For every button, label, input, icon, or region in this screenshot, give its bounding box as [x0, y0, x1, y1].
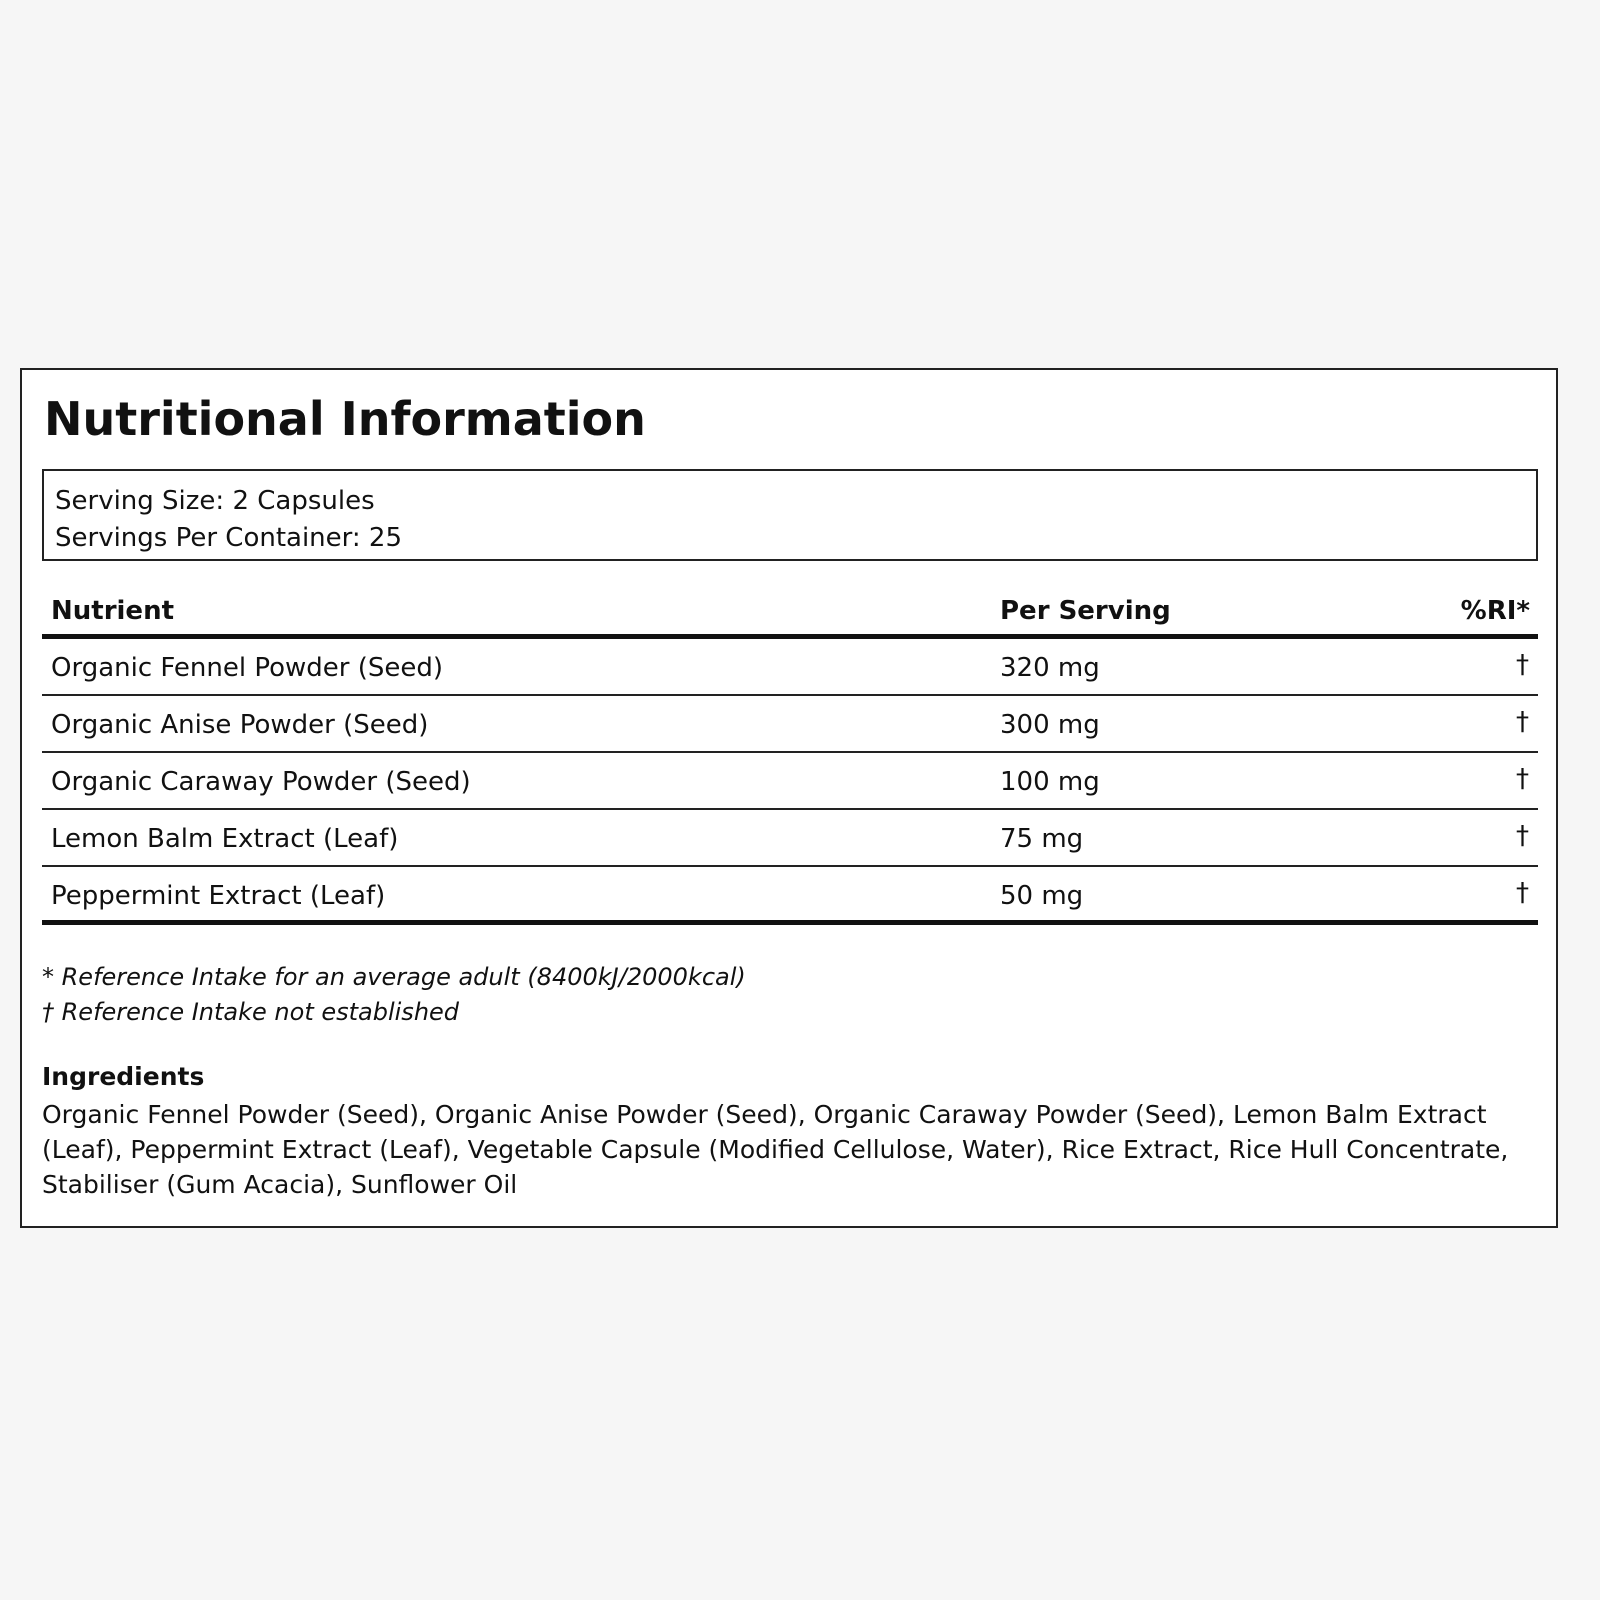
nutrient-ri: †	[1516, 878, 1529, 908]
column-header-ri: %RI*	[1460, 596, 1530, 626]
nutrient-name: Organic Fennel Powder (Seed)	[51, 653, 444, 683]
nutrient-name: Lemon Balm Extract (Leaf)	[51, 824, 399, 854]
nutrient-amount: 50 mg	[1000, 881, 1084, 911]
nutrient-ri: †	[1516, 821, 1529, 851]
nutrient-amount: 320 mg	[1000, 653, 1100, 683]
nutrient-ri: †	[1516, 707, 1529, 737]
nutrient-amount: 75 mg	[1000, 824, 1084, 854]
nutrient-table	[42, 582, 1538, 925]
footnote-not-established: † Reference Intake not established	[42, 998, 460, 1026]
nutrient-ri: †	[1516, 764, 1529, 794]
ingredients-heading: Ingredients	[42, 1062, 205, 1091]
table-body	[42, 639, 1538, 925]
table-row	[42, 696, 1538, 753]
nutrient-name: Organic Anise Powder (Seed)	[51, 710, 429, 740]
ingredients-list: Organic Fennel Powder (Seed), Organic Anise Powder (Seed), Organic Caraway Powder (Seed), Lemon Balm Extract (Leaf), Peppermint Extract (Leaf), Vegetable Capsule (Modified Cellulose, Water), Rice Extract, Rice Hull Concentrate, Stabiliser (Gum Acacia), Sunflower Oil	[42, 1100, 1509, 1199]
footnote-reference-intake: * Reference Intake for an average adult (8400kJ/2000kcal)	[42, 963, 746, 991]
serving-size: Serving Size: 2 Capsules	[55, 486, 375, 516]
nutrient-ri: †	[1516, 650, 1529, 680]
nutrient-amount: 100 mg	[1000, 767, 1100, 797]
table-row	[42, 810, 1538, 867]
column-header-nutrient: Nutrient	[51, 596, 175, 626]
column-header-per-serving: Per Serving	[1000, 596, 1171, 626]
table-header	[42, 582, 1538, 639]
nutrient-name: Organic Caraway Powder (Seed)	[51, 767, 471, 797]
nutrition-label-panel	[20, 368, 1558, 1228]
table-row	[42, 753, 1538, 810]
table-row	[42, 639, 1538, 696]
nutrient-name: Peppermint Extract (Leaf)	[51, 881, 386, 911]
nutrient-amount: 300 mg	[1000, 710, 1100, 740]
page-title: Nutritional Information	[44, 392, 646, 446]
serving-info-box	[42, 469, 1538, 561]
table-row	[42, 867, 1538, 925]
servings-per-container: Servings Per Container: 25	[55, 523, 403, 553]
